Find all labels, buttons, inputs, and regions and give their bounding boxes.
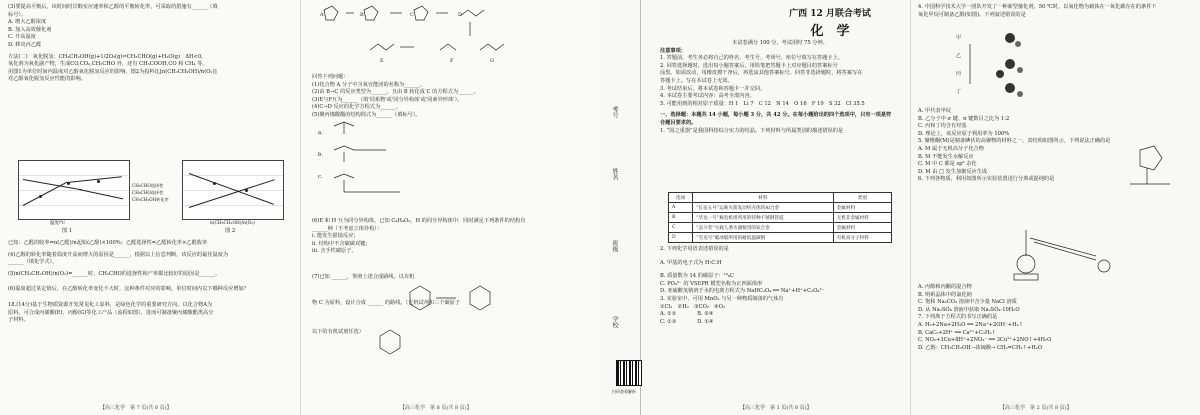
qr-caption-box xyxy=(612,388,652,396)
exam-meta: 本试卷满分 100 分，考试用时 75 分钟。 xyxy=(732,40,828,46)
notice-line: 4. 本试卷主要考试内容：高考全部内容。 xyxy=(660,93,755,100)
text-line: (4)乙醇的转化率随着温度升高而增大的原因是______，根据以上信息判断，该反应的最佳温度为 xyxy=(8,251,229,258)
option-line: C. M 中 C 都是 sp³ 杂化 xyxy=(918,161,977,168)
compound-label: D xyxy=(458,12,463,18)
compound-label: B xyxy=(360,12,364,18)
option-line: D. 理论上，该反应原子利用率为 100% xyxy=(918,130,1010,137)
figure-1-xlabel: 温度/℃ xyxy=(50,221,66,226)
notice-line: 涂黑。如需改动，用橡皮擦干净后，再选涂其他答案标号。回答非选择题时，将答案写在 xyxy=(660,70,863,77)
table-header: 类别 xyxy=(833,193,891,203)
option-line: A. 甲基的电子式为 H:C:H xyxy=(660,259,722,266)
option-line: D. M 由 □ 发生加聚反应生成 xyxy=(918,168,988,175)
qr-code[interactable] xyxy=(616,360,642,386)
option-label: a. xyxy=(318,130,323,136)
text-line: (1)化合物 A 分子中含氧官能团的名称为______。 xyxy=(312,81,425,88)
table-cell: “长征五号”运载火箭发动机壳体的Al合金 xyxy=(693,203,834,213)
table-row xyxy=(669,213,892,223)
compound-label: C xyxy=(410,12,414,18)
table-row xyxy=(669,233,892,243)
option-line: C. 升高温度 xyxy=(8,34,36,41)
table-cell: B xyxy=(669,213,693,223)
text-line: 原料，可合成丙烯酸(E)，丙醇(G)等化工产品（流程如图），进而可制备聚丙烯酸酯类高分 xyxy=(8,309,214,316)
subject-title: 化 学 xyxy=(810,24,850,39)
page-footer: 【高三化学 第 1 页(共 8 页)】 xyxy=(740,405,812,411)
text-line: 方法(二) 氧化脱氢：CH₃CH₂OH(g)+1/2O₂(g)⇌CH₃CHO(g)+H₂O(g) ΔH<0。 xyxy=(8,53,207,60)
left-column-1-lower xyxy=(8,240,298,325)
legend-entry: CH₃CHO选择性 xyxy=(132,183,164,188)
table-header: 材料 xyxy=(693,193,834,203)
text-line: 子材料。 xyxy=(8,317,29,324)
text-line: 已知：乙醛的收率=n(乙醛)/n起始(乙醇)×100%；乙醛选择性=乙醛转化率×乙醛收率 xyxy=(8,240,208,246)
molecule-label: 丁 xyxy=(956,89,962,95)
exam-title: 广西 12 月联合考试 xyxy=(789,9,871,19)
reaction-mechanism-diagram xyxy=(920,24,1070,104)
notice-title: 注意事项： xyxy=(660,47,686,54)
text-line: (3)E与F互为______（填'同系物'或'同分异构体'或'同素异形体'）。 xyxy=(312,96,463,103)
section-heading: 一、选择题：本题共 14 小题，每小题 3 分，共 42 分。在每小题给出的四个选项中，只有一项是符 xyxy=(660,112,892,119)
compound-label: F xyxy=(450,58,454,64)
option-line: D. 从 Na₂SO₄ 溶液中获取 Na₂SO₄·10H₂O xyxy=(918,306,1020,313)
right-column-1 xyxy=(660,40,900,135)
text-line: (4)C→D 反应的化学方程式为______。 xyxy=(312,104,401,111)
text-line: 标号）。 xyxy=(8,11,27,18)
text-line: ______（填化学式）。 xyxy=(8,259,58,266)
condition-line: ⅰ. 能发生银镜反应； xyxy=(312,233,359,240)
table-header: 选项 xyxy=(669,193,693,203)
question-7-structures xyxy=(370,282,530,372)
compound-label: G xyxy=(490,58,494,64)
binding-margin xyxy=(604,0,626,415)
notice-line: 2. 回答选择题时，选出每小题答案后，用铅笔把答题卡上对应题目的答案标号 xyxy=(660,62,838,69)
text-line: 对乙醇氧化脱氢反应性能的影响。 xyxy=(8,76,86,83)
table-header-row xyxy=(669,193,892,203)
compound-label: A xyxy=(320,12,324,18)
table-cell: D xyxy=(669,233,693,243)
table-cell: 有机高分子材料 xyxy=(833,233,891,243)
section-heading: 合题目要求的。 xyxy=(660,119,697,126)
text-line: 氧化剂为氧化副产物，生成CO,CO₂,CH₃CHO 外，还有 CH₃COOH,CO 和 CH₄ 等。 xyxy=(8,61,208,68)
option-line: C. NO₂+3Cu+8H⁺+2NO₃⁻ ══ 3Cu²⁺+2NO↑+4H₂O xyxy=(918,337,1052,344)
text-line: (5)聚丙烯酸酯的结构简式为______（填标号）。 xyxy=(312,111,421,118)
figure-2-xlabel: n(CH₃CH₂OH)/n(O₂) xyxy=(210,221,255,226)
text-line: ______种（不考虑立体异构）： xyxy=(312,225,383,232)
question-2-stem: 2. 下列化学用语表述错误的是 xyxy=(660,246,729,252)
question-6-stem: 6. 下列各物质，利用如图所示实验装置进行分离或提纯的是 xyxy=(918,176,1055,183)
left-column-2 xyxy=(312,74,592,120)
option-line: C. PO₄³⁻ 的 VSEPR 模型名称为正四面体形 xyxy=(660,280,763,287)
figure-1-chart xyxy=(18,160,130,220)
condition-line: ⅲ. 含手性碳原子。 xyxy=(312,248,357,255)
option-line: D. 乙醇：CH₃CH₂OH ─浓硫酸→ CH₂=CH₂↑+H₂O xyxy=(918,344,1043,351)
notice-line: 答题卡上。写在本试卷上无效。 xyxy=(660,77,733,84)
text-line: 用图1为单位时间内温度对乙醇氧化脱氢反应的影响，图2为投料比[n(CH₃CH₂OH)/n(O₂)] xyxy=(8,68,217,75)
option-line: A. H₂+2Na+2H₂O ══ 2Na⁺+2OH⁻+H₂↑ xyxy=(918,321,1024,328)
question-5-stem: 5. 聚维酮(M)是制备碘伏的高聚物的材料之一，其结构如图所示。下列说法正确的是 xyxy=(918,138,1111,145)
option-line: B. 明矾晶体中的氯化钠 xyxy=(918,291,972,298)
figure-2-caption: 图 2 xyxy=(225,228,236,234)
text-line: 物 C 为原料，设计合成 ______ 的路线。（无机试剂和三个碳原子 xyxy=(312,299,461,306)
table-cell: 无机非金属材料 xyxy=(833,213,891,223)
molecule-label: 甲 xyxy=(956,35,962,41)
option-line: B. 乙分子中 σ 键、π 键数目之比为 1:2 xyxy=(918,115,1010,122)
binding-label: 班级 xyxy=(611,240,618,252)
text-line: (6)E 和 H 互为同分异构体，已知 C₄H₄O₂，H 的同分异构体中，同时满足下列条件的结构有 xyxy=(312,218,526,224)
table-row xyxy=(669,203,892,213)
page-footer: 【高三化学 第 2 页(共 8 页)】 xyxy=(1000,405,1072,411)
text-line: (6)温度超过某定值后，在乙醇转化率变化不大时，这种条件对应的影响，单位时间内以下哪种反应增加？ xyxy=(8,286,249,293)
left-column-1 xyxy=(8,4,298,84)
option-line: A. M 属于无机高分子化合物 xyxy=(918,145,984,152)
option-line: ①Cl₂ ②H₂ ③CO₂ ④O₂ xyxy=(660,303,726,310)
table-cell: 金属材料 xyxy=(833,223,891,233)
table-cell: 金属材料 xyxy=(833,203,891,213)
option-label: b. xyxy=(318,152,323,158)
right-column-2-lower xyxy=(918,284,1194,352)
option-line: B. M 不能发生水解反应 xyxy=(918,153,974,160)
option-line: A. 丙醇和丙酮的混合物 xyxy=(918,284,972,290)
question-3-stem: 3. 实验室中，可用 MnO₂ 与另一种物质制备的气体有 xyxy=(660,295,784,302)
table-cell: “奋斗者”号载人潜水器使用的钛合金 xyxy=(693,223,834,233)
question-7-stem: 7. 下列离子方程式的书写正确的是 xyxy=(918,314,998,321)
materials-table xyxy=(668,192,892,243)
question-1-stem: 1. “国之重器”是我国科技综合实力的结晶。下列材料与所属类别的描述错误的是 xyxy=(660,127,844,134)
povidone-structure xyxy=(1120,140,1180,200)
option-line: A. 甲代表甲烷 xyxy=(918,108,951,114)
option-line: B. CaC₂+2H⁺ ══ Ca²⁺+C₂H₂↑ xyxy=(918,329,996,336)
compound-label: E xyxy=(380,58,384,64)
notice-line: 5. 可能用到的相对原子质量：H 1 Li 7 C 12 N 14 O 16 F 19 S 32 Cl 35.5 xyxy=(660,100,865,107)
qr-caption: 扫码查看解析 xyxy=(612,389,636,394)
text-line: (3)要提高平衡后，该时间时甘醇实应速率和乙醇的平衡转化率，可采取的措施有______（填 xyxy=(8,4,218,10)
option-label: c. xyxy=(318,174,323,180)
option-line: C. 饱和 Na₂CO₃ 溶液中含少量 NaCl 溶质 xyxy=(918,299,1017,306)
right-column-2 xyxy=(918,4,1194,19)
option-line: D. 移出丙乙醛 xyxy=(8,41,42,48)
table-cell: A xyxy=(669,203,693,213)
polymer-structures xyxy=(330,118,470,206)
option-line: C. ①③ D. ①④ xyxy=(660,318,714,325)
binding-line xyxy=(640,0,641,415)
page-footer: 【高三化学 第 8 页(共 8 页)】 xyxy=(400,405,472,411)
text-line: (5)n(CH₃CH₂OH)/n(O₂)=______时，CH₃CHO的选择性和产率都比较好的原因是______。 xyxy=(8,270,221,277)
option-line: D. 亚硫酸氢钠溶于水的电离方程式为 NaHC₂O₄ ══ Na⁺+H⁺+C₂O₄²⁻ xyxy=(660,288,825,295)
column-divider xyxy=(300,0,301,415)
option-line: A. ①② B. ②④ xyxy=(660,311,714,318)
table-row xyxy=(669,223,892,233)
text-line: (2)由 B→C 的反应类型为______，且由 B 转化成 C 的方程式为______。 xyxy=(312,89,479,96)
page-footer: 【高三化学 第 7 页(共 8 页)】 xyxy=(100,405,172,411)
notice-line: 1. 答题前，考生务必将自己的姓名、考生号、考场号、座位号填写在答题卡上。 xyxy=(660,55,843,62)
notice-line: 3. 考试结束后，将本试卷和答题卡一并交回。 xyxy=(660,85,766,92)
table-cell: C xyxy=(669,223,693,233)
condition-line: ⅱ. 结构中不含碳碳双键； xyxy=(312,240,371,247)
legend-entry: CH₃CHO选择性 xyxy=(132,190,164,195)
column-divider xyxy=(910,0,911,415)
question-4-stem: 4. 中国科学技术大学一团队开发了一种新型催化剂，50 ℃时，以氧化物为载体在一氧化碳存在的条件下 xyxy=(918,4,1157,10)
structure-drawings xyxy=(310,2,590,72)
text-line: (7)已知 ______，参照上述合成路线，以有机 xyxy=(312,273,415,280)
question-18-stem: 18.(14分)基于生物质资源开发常见化工原料，是绿色化学的重要研究方向。以化合物A为 xyxy=(8,301,213,308)
option-line: B. 质量数为 14 的碳原子：¹⁴₆C xyxy=(660,273,734,280)
text-line: 回答下列问题： xyxy=(312,74,349,80)
binding-label: 考号 xyxy=(611,106,618,118)
right-sheet xyxy=(600,0,1200,415)
text-line: 氧化甲烷可制备乙醇(如图)。下列叙述错误的是 xyxy=(918,11,1026,18)
text-line: 以下的有机试剂任选） xyxy=(312,329,364,336)
distillation-apparatus xyxy=(1000,226,1120,282)
binding-label: 学校 xyxy=(611,316,618,328)
binding-label: 姓名 xyxy=(611,168,618,180)
legend-entry: CH₃CH₂OH转化率 xyxy=(132,197,169,202)
option-line: B. 加入高效催化剂 xyxy=(8,26,52,33)
molecule-label: 乙 xyxy=(956,53,962,59)
right-column-1-lower xyxy=(660,246,900,326)
figure-1-caption: 图 1 xyxy=(62,228,73,234)
molecule-label: 丙 xyxy=(956,71,962,77)
figure-2-chart xyxy=(182,160,284,220)
table-cell: “雪龙号”破冰船所用的耐低温碳钢 xyxy=(693,233,834,243)
option-line: A. 增大乙醇浓度 xyxy=(8,19,47,26)
option-line: C. 丙和丁均含有羟基 xyxy=(918,123,967,130)
table-cell: “华龙一号”核电机组所用的特种不锈钢管道 xyxy=(693,213,834,223)
